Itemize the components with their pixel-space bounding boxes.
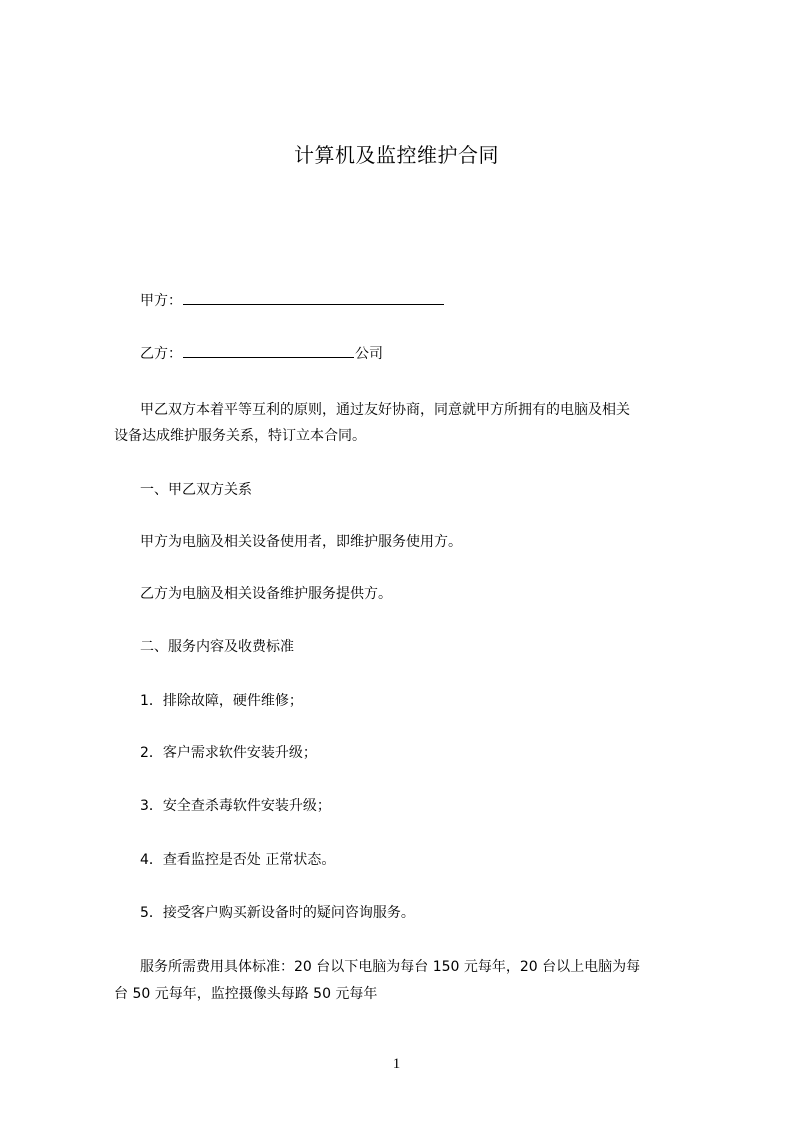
party-b-line [140, 341, 740, 367]
party-b-suffix: 公司 [355, 346, 383, 362]
party-b-label: 乙方： [140, 346, 182, 362]
list-item: 4．查看监控是否处 正常状态。 [140, 852, 336, 868]
fee-line-1: 服务所需费用具体标准：20 台以下电脑为每台 150 元每年，20 台以上电脑为每 [140, 959, 641, 975]
party-a-line [140, 288, 740, 314]
party-a-blank[interactable] [183, 290, 444, 305]
document-title: 计算机及监控维护合同 [294, 143, 499, 167]
section2-heading: 二、服务内容及收费标准 [140, 639, 294, 655]
fee-line-2: 台 50 元每年，监控摄像头每路 50 元每年 [114, 986, 378, 1002]
party-b-blank[interactable] [183, 343, 354, 358]
page-number: 1 [392, 1056, 401, 1072]
list-item: 2．客户需求软件安装升级； [140, 745, 317, 761]
list-item: 5．接受客户购买新设备时的疑问咨询服务。 [140, 905, 415, 921]
party-a-label: 甲方： [140, 293, 182, 309]
section1-heading: 一、甲乙双方关系 [140, 482, 252, 498]
list-item: 1．排除故障，硬件维修； [140, 693, 303, 709]
intro-line-1: 甲乙双方本着平等互利的原则，通过友好协商，同意就甲方所拥有的电脑及相关 [140, 402, 630, 418]
intro-line-2: 设备达成维护服务关系，特订立本合同。 [114, 428, 366, 444]
section1-paragraph-2: 乙方为电脑及相关设备维护服务提供方。 [140, 586, 392, 602]
section1-paragraph-1: 甲方为电脑及相关设备使用者，即维护服务使用方。 [140, 534, 462, 550]
list-item: 3．安全查杀毒软件安装升级； [140, 798, 331, 814]
